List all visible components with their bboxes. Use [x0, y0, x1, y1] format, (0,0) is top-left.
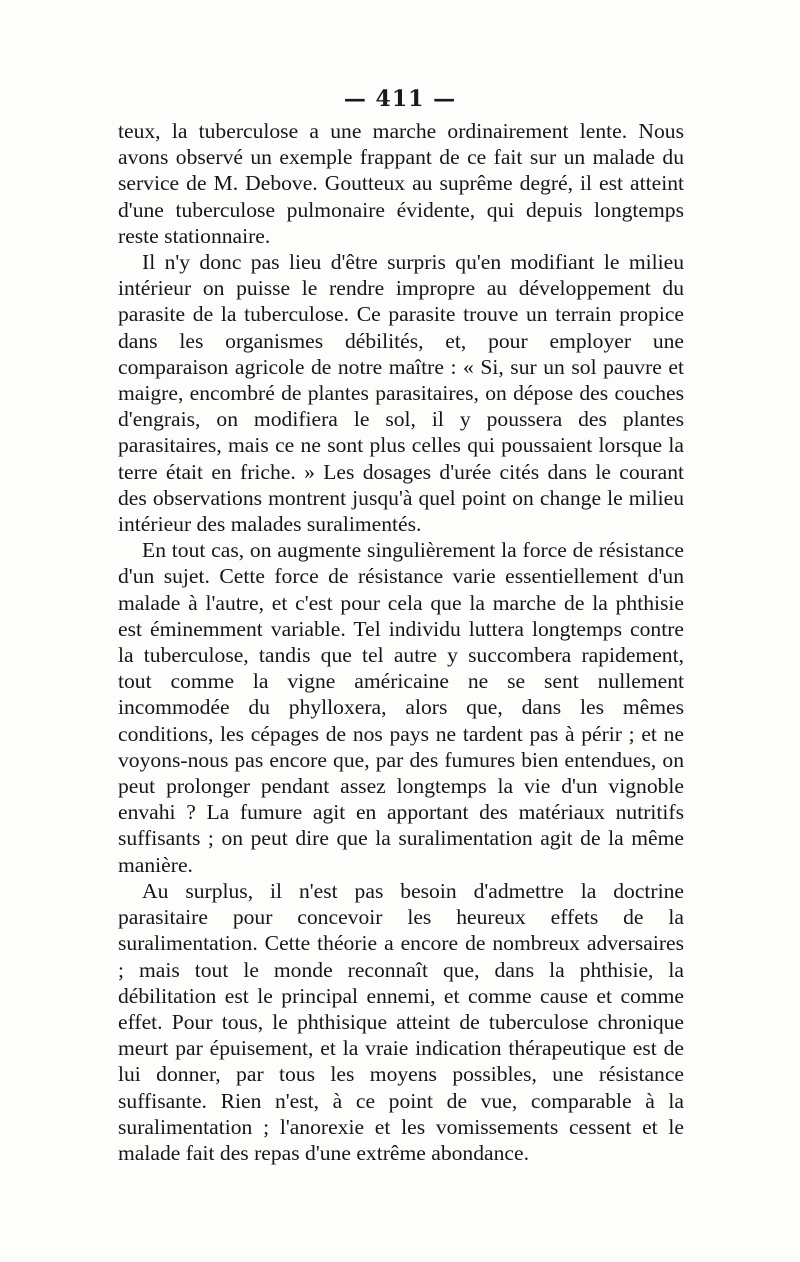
- paragraph-3: En tout cas, on augmente singulièrement la force de résistance d'un sujet. Cette force de résistance varie essentiellement d'un malade à l'autre, et c'est pour cela que la marche de la phthisie est éminemment variable. Tel individu luttera longtemps contre la tuberculose, tandis que tel autre y succombera rapidement, tout comme la vigne américaine ne se sent nullement incommodée du phylloxera, alors que, dans les mêmes conditions, les cépages de nos pays ne tardent pas à périr ; et ne voyons-nous pas encore que, par des fumures bien entendues, on peut prolonger pendant assez longtemps la vie d'un vignoble envahi ? La fumure agit en apportant des matériaux nutritifs suffisants ; on peut dire que la suralimentation agit de la même manière.: [118, 538, 684, 877]
- paragraph-1: teux, la tuberculose a une marche ordinairement lente. Nous avons observé un exemple frappant de ce fait sur un malade du service de M. Debove. Goutteux au suprême degré, il est atteint d'une tuberculose pulmonaire évidente, qui depuis longtemps reste stationnaire.: [118, 119, 684, 248]
- paragraph-2: Il n'y donc pas lieu d'être surpris qu'en modifiant le milieu intérieur on puisse le rendre impropre au développement du parasite de la tuberculose. Ce parasite trouve un terrain propice dans les organismes débilités, et, pour employer une comparaison agricole de notre maître : « Si, sur un sol pauvre et maigre, encombré de plantes parasitaires, on dépose des couches d'engrais, on modifiera le sol, il y poussera des plantes parasitaires, mais ce ne sont plus celles qui poussaient lorsque la terre était en friche. » Les dosages d'urée cités dans le courant des observations montrent jusqu'à quel point on change le milieu intérieur des malades suralimentés.: [118, 250, 684, 537]
- paragraph-4: Au surplus, il n'est pas besoin d'admettre la doctrine parasitaire pour concevoir les heureux effets de la suralimentation. Cette théorie a encore de nombreux adversaires ; mais tout le monde reconnaît que, dans la phthisie, la débilitation est le principal ennemi, et comme cause et comme effet. Pour tous, le phthisique atteint de tuberculose chronique meurt par épuisement, et la vraie indication thérapeutique est de lui donner, par tous les moyens possibles, une résistance suffisante. Rien n'est, à ce point de vue, comparable à la suralimentation ; l'anorexie et les vomissements cessent et le malade fait des repas d'une extrême abondance.: [118, 878, 684, 1165]
- body-text: [118, 118, 684, 1166]
- page-number-header: — 411 —: [343, 86, 457, 112]
